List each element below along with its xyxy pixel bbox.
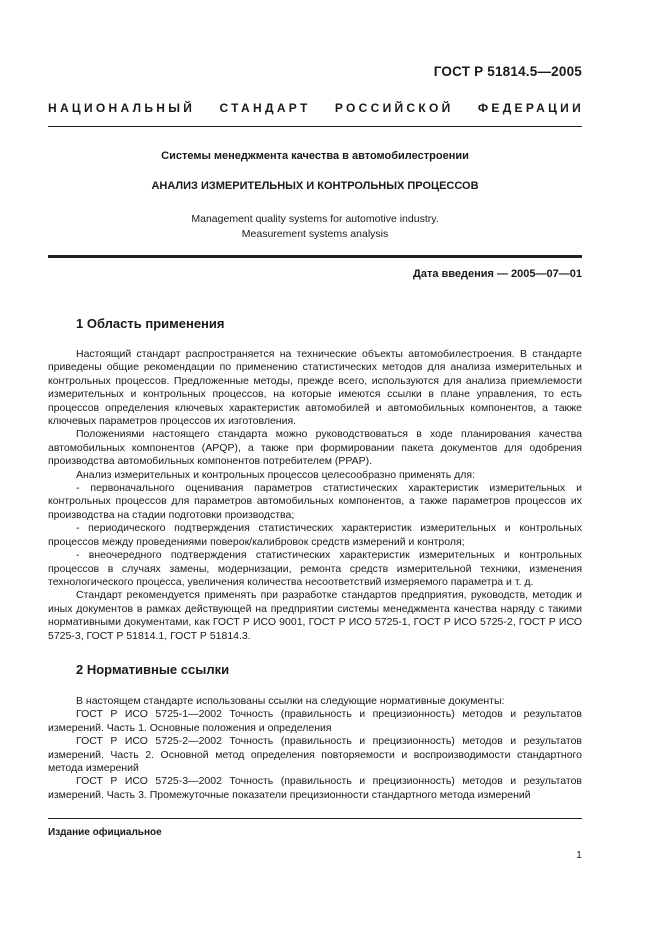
subtitle-english-line-1: Management quality systems for automotive industry. — [191, 213, 439, 225]
section-2-body — [48, 695, 582, 802]
official-edition-label: Издание официальное — [48, 827, 162, 838]
section-2-reference: ГОСТ Р ИСО 5725-3—2002 Точность (правильность и прецизионность) методов и результатов измерений. Часть 3. Промежуточные показатели прецизионности стандартного метода измерений — [48, 775, 582, 801]
section-1-list-item: - периодического подтверждения статистических характеристик измерительных и контрольных процессов между проведениями поверок/калибровок средств измерений и контроля; — [48, 522, 582, 548]
section-1-paragraph: Настоящий стандарт распространяется на технические объекты автомобилестроения. В стандарте приведены общие рекомендации по применению статистических методов для анализа измерительных и контрольных процессов. Предложенные методы, прежде всего, используются для анализа приемлемости измерительных и контрольных процессов, на которые имеются ссылки в плане управления, то есть процессов определения ключевых характеристик автомобилей и автомобильных компонентов, а также ключевых параметров процессов их изготовления. — [48, 348, 582, 428]
footer-divider — [48, 818, 582, 819]
section-1-list-item: - внеочередного подтверждения статистических характеристик измерительных и контрольных процессов в случаях замены, модернизации, ремонта средств измерительной техники, изменения технологического процесса, увеличения количества несоответствий измеряемого параметра и т. д. — [48, 549, 582, 588]
page-number: 1 — [576, 849, 582, 861]
section-2-reference: ГОСТ Р ИСО 5725-1—2002 Точность (правильность и прецизионность) методов и результатов измерений. Часть 1. Основные положения и определения — [48, 708, 582, 734]
section-2-reference: ГОСТ Р ИСО 5725-2—2002 Точность (правильность и прецизионность) методов и результатов измерений. Часть 2. Основной метод определения повторяемости и воспроизводимости стандартного метода измерений — [48, 735, 582, 775]
section-1-list-item: - первоначального оценивания параметров статистических характеристик измерительных и контрольных процессов для параметров автомобильных компонентов, а также параметров процессов их производства на стадии подготовки производства; — [48, 482, 582, 521]
section-1-paragraph: Положениями настоящего стандарта можно руководствоваться в ходе планирования качества автомобильных компонентов (APQP), а также при формировании пакета документов для одобрения производства автомобильных компонентов потребителем (PPAP). — [48, 428, 582, 468]
title-divider — [48, 255, 582, 258]
subtitle-russian: Системы менеджмента качества в автомобилестроении — [161, 150, 469, 162]
section-1-title: 1 Область применения — [76, 316, 225, 331]
document-title: АНАЛИЗ ИЗМЕРИТЕЛЬНЫХ И КОНТРОЛЬНЫХ ПРОЦЕССОВ — [151, 180, 479, 192]
header-divider — [48, 126, 582, 127]
document-number: ГОСТ Р 51814.5—2005 — [433, 64, 582, 79]
subtitle-english — [48, 212, 582, 242]
subtitle-english-line-2: Measurement systems analysis — [241, 228, 389, 240]
section-1-paragraph: Анализ измерительных и контрольных процессов целесообразно применять для: — [76, 468, 475, 481]
section-2-paragraph: В настоящем стандарте использованы ссылки на следующие нормативные документы: — [76, 695, 505, 707]
introduction-date: Дата введения — 2005—07—01 — [413, 268, 582, 280]
section-1-body — [48, 348, 582, 643]
section-1-paragraph: Стандарт рекомендуется применять при разработке стандартов предприятия, руководств, методик и иных документов в рамках действующей на предприятии системы менеджмента качества наряду с такими нормативными документами, как ГОСТ Р ИСО 9001, ГОСТ Р ИСО 5725-1, ГОСТ Р ИСО 5725-2, ГОСТ Р ИСО 5725-3, ГОСТ Р 51814.1, ГОСТ Р 51814.3. — [48, 589, 582, 642]
section-2-title: 2 Нормативные ссылки — [76, 662, 230, 677]
national-standard-heading: НАЦИОНАЛЬНЫЙ СТАНДАРТ РОССИЙСКОЙ ФЕДЕРАЦИИ — [48, 101, 584, 115]
